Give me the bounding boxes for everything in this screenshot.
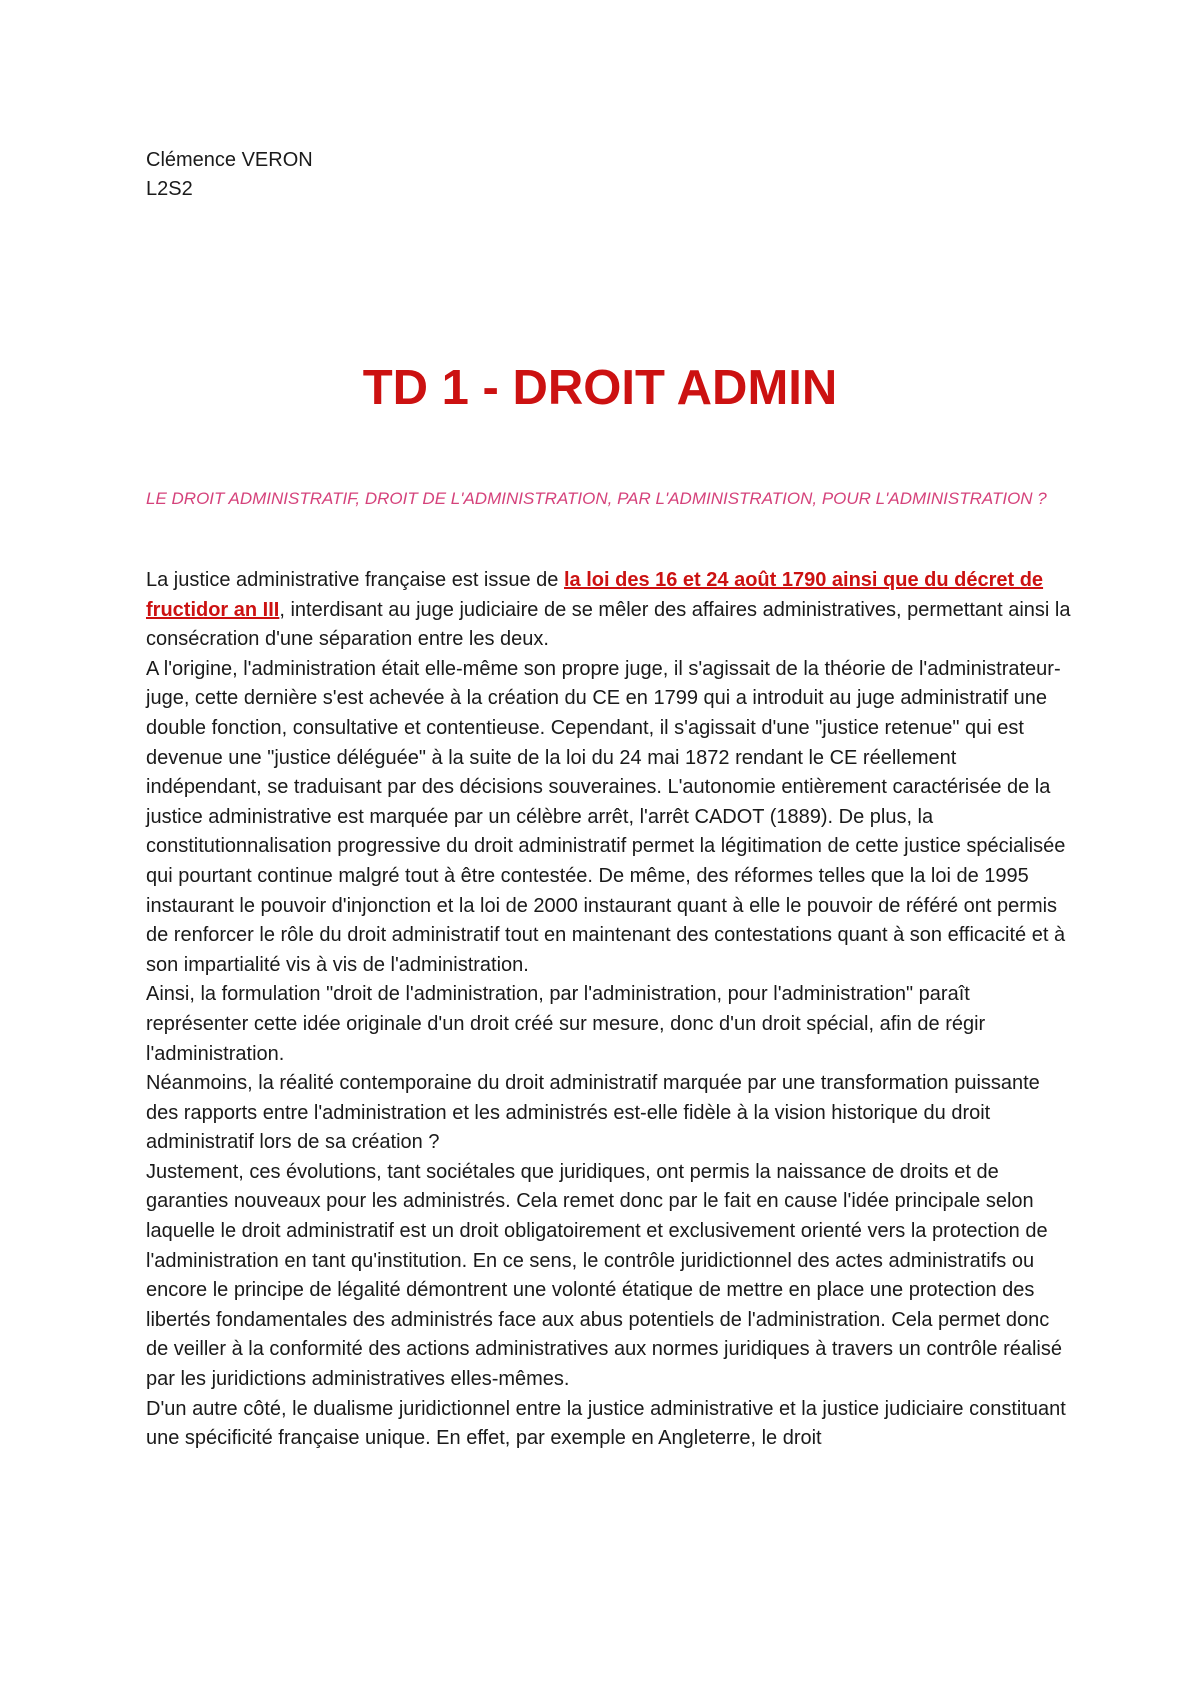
paragraph-6: D'un autre côté, le dualisme juridictionnel entre la justice administrative et la justice judiciaire constituant une spécificité française unique. En effet, par exemple en Angleterre, le droit (146, 1397, 1066, 1450)
paragraph-1 (146, 566, 1076, 655)
document-title: TD 1 - DROIT ADMIN (362, 361, 838, 415)
legal-reference: la loi des 16 et 24 août 1790 ainsi que du décret de fructidor an III (146, 569, 1044, 621)
paragraph-5: Justement, ces évolutions, tant sociétales que juridiques, ont permis la naissance de droits et de garanties nouveaux pour les administrés. Cela remet donc par le fait en cause l'idée principale selon laquelle le droit administratif est un droit obligatoirement et exclusivement orienté vers la protection de l'administration en tant qu'institution. En ce sens, le contrôle juridictionnel des actes administratifs ou encore le principe de légalité démontrent une volonté étatique de mettre en place une protection des libertés fondamentales des administrés face aux abus potentiels de l'administration. Cela permet donc de veiller à la conformité des actions administratives aux normes juridiques à travers un contrôle réalisé par les juridictions administratives elles-mêmes. (146, 1160, 1062, 1391)
document-body (146, 566, 1076, 1454)
document-subtitle: LE DROIT ADMINISTRATIF, DROIT DE L'ADMINISTRATION, PAR L'ADMINISTRATION, POUR L'ADMINISTRATION ? (146, 489, 1047, 508)
author-name: Clémence VERON (146, 149, 313, 171)
author-block (146, 146, 313, 204)
paragraph-4: Néanmoins, la réalité contemporaine du droit administratif marquée par une transformation puissante des rapports entre l'administration et les administrés est-elle fidèle à la vision historique du droit administratif lors de sa création ? (146, 1072, 1040, 1154)
paragraph-1-rest: , interdisant au juge judiciaire de se mêler des affaires administratives, permettant ainsi la consécration d'une séparation entre les deux. (146, 598, 1071, 651)
paragraph-2: A l'origine, l'administration était elle-même son propre juge, il s'agissait de la théorie de l'administrateur-juge, cette dernière s'est achevée à la création du CE en 1799 qui a introduit au juge administratif une double fonction, consultative et contentieuse. Cependant, il s'agissait d'une "justice retenue" qui est devenue une "justice déléguée" à la suite de la loi du 24 mai 1872 rendant le CE réellement indépendant, se traduisant par des décisions souveraines. L'autonomie entièrement caractérisée de la justice administrative est marquée par un célèbre arrêt, l'arrêt CADOT (1889). De plus, la constitutionnalisation progressive du droit administratif permet la légitimation de cette justice spécialisée qui pourtant continue malgré tout à être contestée. De même, des réformes telles que la loi de 1995 instaurant le pouvoir d'injonction et la loi de 2000 instaurant quant à elle le pouvoir de référé ont permis de renforcer le rôle du droit administratif tout en maintenant des contestations quant à son efficacité et à son impartialité vis à vis de l'administration. (146, 657, 1066, 976)
student-group: L2S2 (146, 178, 193, 200)
paragraph-1-intro: La justice administrative française est issue de (146, 569, 564, 591)
paragraph-3: Ainsi, la formulation "droit de l'administration, par l'administration, pour l'administration" paraît représenter cette idée originale d'un droit créé sur mesure, donc d'un droit spécial, afin de régir l'administration. (146, 983, 986, 1065)
